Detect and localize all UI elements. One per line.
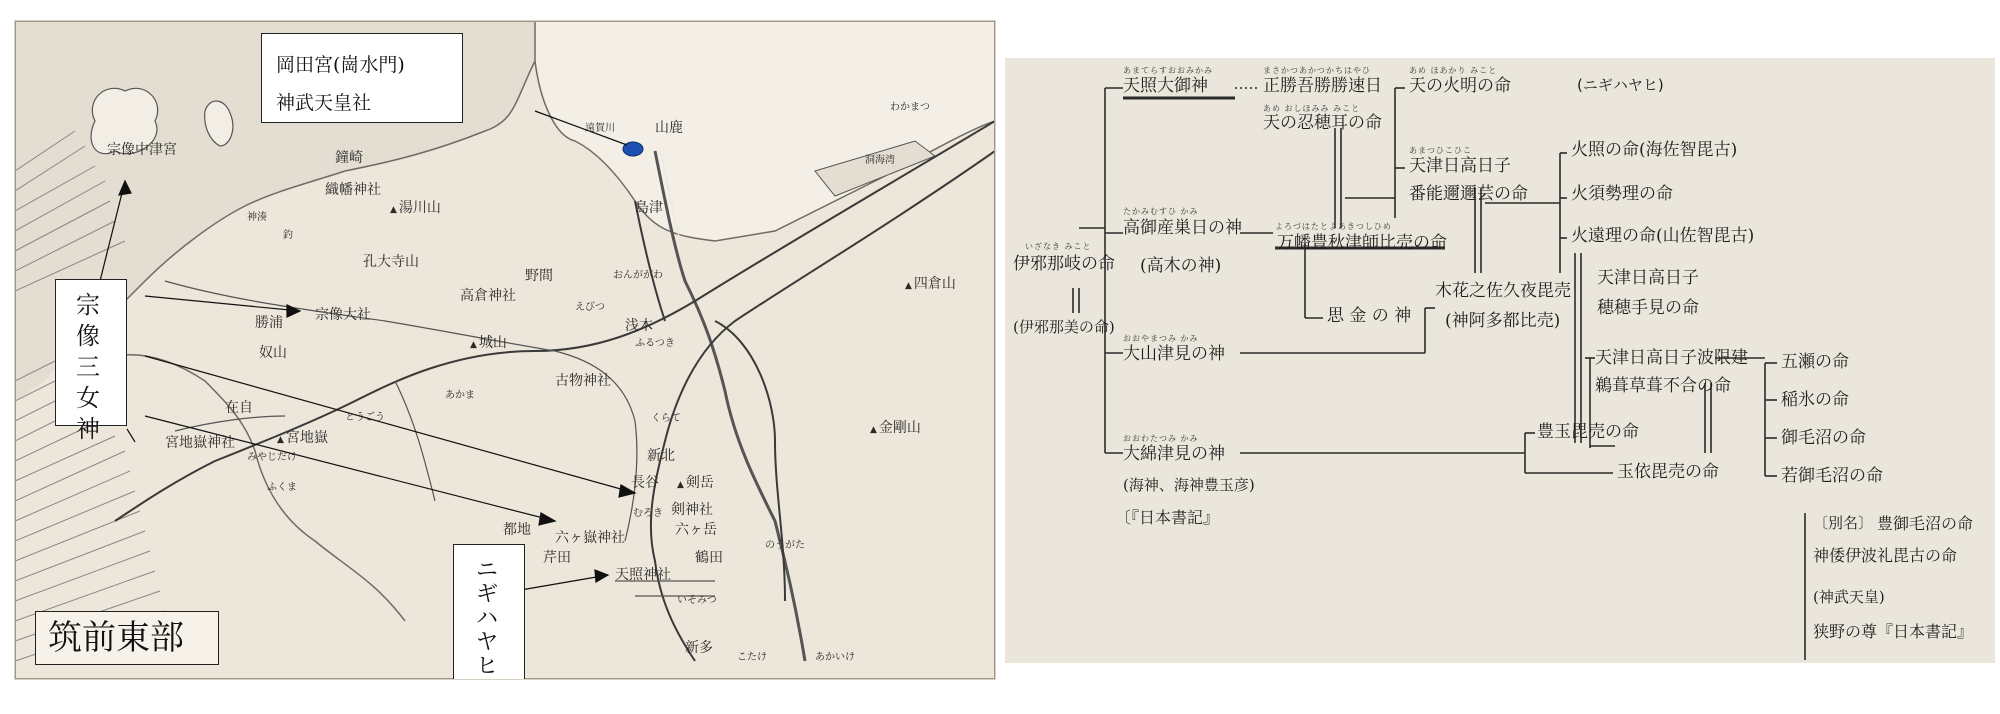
tree-ninigi-1: 天津日高日子	[1409, 156, 1511, 176]
map-label-dokai-bay: 洞海湾	[865, 155, 895, 166]
tree-betsumei-label: 〔別名〕	[1813, 514, 1874, 532]
map-title-box	[35, 611, 219, 665]
ruby-amaterasu: あまてらすおおみかみ	[1123, 66, 1213, 75]
ruby-masakatsu: まさかつあかつかちはやひ	[1263, 66, 1371, 75]
tree-wakamikenu: 若御毛沼の命	[1781, 466, 1883, 486]
map-label-fukuma: ふくま	[267, 482, 297, 493]
tree-jinmu: (神武天皇)	[1813, 588, 1885, 606]
map-label-mutsugatake: 六ヶ岳	[675, 522, 717, 538]
tree-amaterasu: 天照大御神	[1123, 76, 1208, 96]
map-label-nougata: のうがた	[765, 540, 805, 551]
map-label-serita: 芹田	[543, 550, 571, 566]
tree-nihonshoki: 〔『日本書記』	[1115, 508, 1220, 527]
tree-takagi: (高木の神)	[1140, 256, 1222, 276]
map-label-orihata: 織幡神社	[325, 182, 381, 198]
tree-tamayori: 玉依毘売の命	[1617, 462, 1719, 482]
map-label-akama: あかま	[445, 390, 475, 401]
tree-kamuyamato: 神倭伊波礼毘古の命	[1813, 546, 1958, 565]
ruby-owatatsumi: おおわたつみ かみ	[1123, 434, 1199, 443]
callout-munakata-text: 宗像三女神	[76, 291, 100, 443]
callout-okada-line2: 神武天皇社	[276, 92, 372, 114]
tree-nigihayahi-note: (ニギハヤヒ)	[1577, 76, 1664, 94]
map-label-kotake: こたけ	[737, 652, 767, 663]
map-label-furutsuki: ふるつき	[635, 338, 675, 349]
tree-ugaya-1: 天津日高日子波限建	[1595, 348, 1748, 368]
callout-munakata	[55, 279, 127, 443]
map-label-asagi: 浅木	[625, 318, 653, 334]
map-label-shimazu: 島津	[635, 200, 663, 216]
tree-takamimusubi: 高御産巣日の神	[1123, 218, 1242, 238]
tree-yorozuhata: 万幡豊秋津師比売の命	[1277, 233, 1447, 253]
tree-hoakari: 天の火明の命	[1409, 76, 1511, 96]
tree-kaijin: (海神、海神豊玉彦)	[1123, 476, 1255, 494]
tree-sano: 狭野の尊『日本書記』	[1813, 622, 1974, 641]
map-label-miyajidake-st: みやじだけ	[247, 452, 297, 463]
map-label-tsuri: 釣	[283, 230, 293, 241]
map-label-kouminato: 神湊	[247, 212, 267, 223]
ruby-oyamatsumi: おおやまつみ かみ	[1123, 334, 1199, 343]
map-label-akaike: あかいけ	[815, 652, 855, 663]
tree-toyotama: 豊玉毘売の命	[1537, 422, 1639, 442]
tree-hoori: 火遠理の命(山佐智毘古)	[1571, 226, 1755, 246]
tree-ninigi-2: 番能邇邇芸の命	[1409, 184, 1528, 204]
callout-nigihayahi-text: ニギハヤヒ	[476, 558, 499, 679]
tree-kamuatatsu: (神阿多都比売)	[1445, 311, 1561, 331]
map-label-mutsugatake-jinja: 六ヶ嶽神社	[555, 530, 625, 546]
map-label-tochi: 都地	[503, 522, 531, 538]
map-label-kengatake: ▲ 剣岳	[677, 476, 714, 490]
map-label-miyajidake: ▲ 宮地嶽	[277, 431, 328, 445]
tree-oshihomimi: 天の忍穂耳の命	[1263, 113, 1382, 133]
map-label-okagaki: おんががわ	[613, 270, 663, 281]
tree-omoikane: 思 金 の 神	[1327, 306, 1412, 326]
callout-okada	[261, 33, 463, 123]
tree-izanagi: 伊邪那岐の命	[1013, 254, 1115, 274]
tree-toyomikenu: 豊御毛沼の命	[1877, 514, 1974, 533]
map-label-iizuka: いそみつ	[677, 595, 717, 606]
map-label-miyajidake-jinja: 宮地嶽神社	[165, 435, 235, 451]
map-label-tensho-jinja: 天照神社	[615, 567, 671, 583]
map-label-tsurugi-jinja: 剣神社	[671, 502, 713, 518]
map-label-muroki: むろき	[633, 508, 663, 519]
map-label-nagaya: 長谷	[631, 475, 659, 491]
tree-masakatsu: 正勝吾勝勝速日	[1263, 76, 1382, 96]
map-label-kurate: くらて	[651, 413, 681, 424]
tree-hoderi: 火照の命(海佐智毘古)	[1571, 140, 1738, 160]
map-label-kongoyama: ▲ 金剛山	[870, 421, 921, 435]
genealogy-panel	[1005, 58, 1995, 663]
callout-okada-line1: 岡田宮(崗水門)	[276, 54, 405, 76]
ruby-yorozuhata: よろづはたとよあきつしひめ	[1275, 222, 1392, 231]
map-label-wakamatsu: わかまつ	[890, 102, 930, 113]
map-label-tougou: とうごう	[345, 412, 385, 423]
map-label-zaiji: 在自	[225, 400, 253, 416]
tree-ugaya-2: 鵜葺草葺不合の命	[1595, 376, 1731, 396]
map-label-takakura: 高倉神社	[460, 288, 516, 304]
tree-oyamatsumi: 大山津見の神	[1123, 344, 1225, 364]
map-panel	[14, 20, 996, 680]
tree-sorazuhiko-2: 穂穂手見の命	[1597, 298, 1699, 318]
tree-owatatsumi: 大綿津見の神	[1123, 444, 1225, 464]
map-label-shinhoku: 新北	[647, 448, 675, 464]
map-label-ashiya: 山鹿	[655, 120, 683, 136]
map-label-kamaki: 鐘崎	[335, 150, 363, 166]
map-label-ongagawa: 遠賀川	[585, 123, 615, 134]
ruby-ninigi: あまつひこひこ	[1409, 146, 1472, 155]
map-title: 筑前東部	[48, 618, 184, 658]
map-label-komono: 古物神社	[555, 373, 611, 389]
tree-hosuseri: 火須勢理の命	[1571, 184, 1673, 204]
map-label-katsuura: 勝浦	[255, 315, 283, 331]
map-label-yonkurayama: ▲ 四倉山	[905, 277, 956, 291]
ruby-takamimusubi: たかみむすひ かみ	[1123, 207, 1199, 216]
tree-konohana: 木花之佐久夜毘売	[1435, 281, 1571, 301]
callout-nigihayahi	[453, 544, 525, 680]
ruby-oshihomimi: あめ おしほみみ みこと	[1263, 104, 1361, 113]
map-label-shiroyama: ▲ 城山	[470, 336, 507, 350]
map-label-shinta: 新多	[685, 640, 713, 656]
map-label-ebitsu: えびつ	[575, 302, 605, 313]
map-label-nuyama: 奴山	[259, 345, 287, 361]
tree-mikenu: 御毛沼の命	[1781, 428, 1866, 448]
map-label-tsuruta: 鶴田	[695, 550, 723, 566]
tree-itsuse: 五瀬の命	[1781, 352, 1849, 372]
ruby-hoakari: あめ ほあかり みこと	[1409, 66, 1498, 75]
tree-inahi: 稲氷の命	[1781, 390, 1849, 410]
tree-izanami: (伊邪那美の命)	[1013, 318, 1115, 336]
map-label-nakatsu: 宗像中津宮	[107, 142, 177, 158]
map-label-noma: 野間	[525, 268, 553, 284]
tree-sorazuhiko-1: 天津日高日子	[1597, 268, 1699, 288]
map-label-kodaiji: 孔大寺山	[363, 254, 419, 270]
map-label-munakata-taisha: 宗像大社	[315, 307, 371, 323]
ruby-izanagi: いざなき みこと	[1025, 242, 1092, 251]
map-label-yudayama: ▲ 湯川山	[390, 201, 441, 215]
